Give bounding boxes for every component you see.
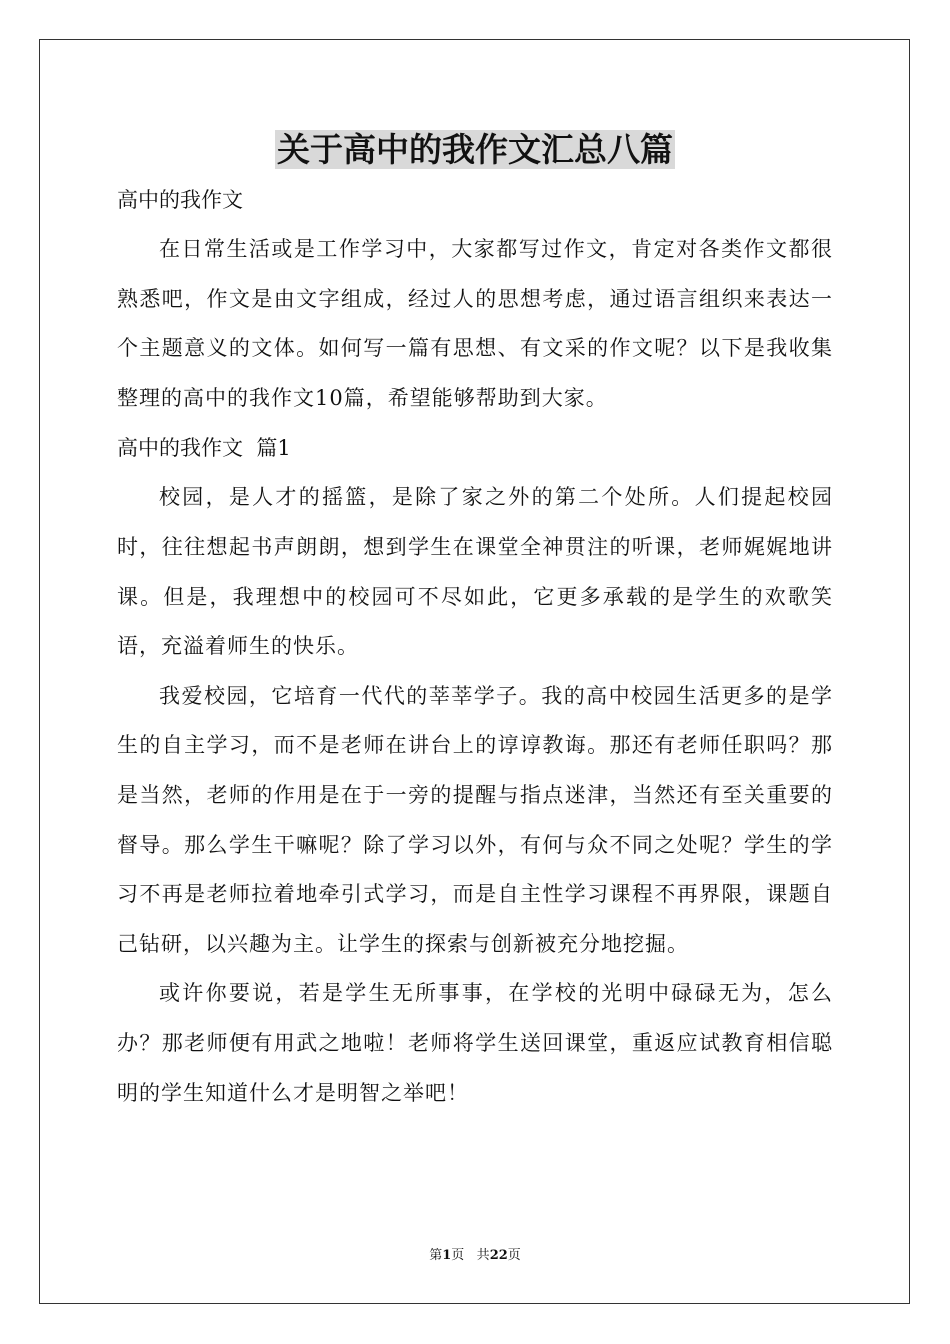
page-suffix: 页	[451, 1248, 465, 1263]
section-heading: 高中的我作文 篇1	[117, 436, 291, 461]
total-pages: 22	[489, 1248, 508, 1263]
title-text: 关于高中的我作文汇总八篇	[277, 130, 673, 169]
intro-paragraph: 在日常生活或是工作学习中，大家都写过作文，肯定对各类作文都很熟悉吧，作文是由文字组成，经过人的思想考虑，通过语言组织来表达一个主题意义的文体。如何写一篇有思想、有文采的作文呢？以下是我收集整理的高中的我作文10篇，希望能够帮助到大家。	[117, 237, 833, 410]
document-title	[0, 127, 950, 173]
document-body	[117, 175, 833, 1118]
page-number: 1	[442, 1248, 452, 1263]
body-paragraph: 校园，是人才的摇篮，是除了家之外的第二个处所。人们提起校园时，往往想起书声朗朗，想到学生在课堂全神贯注的听课，老师娓娓地讲课。但是，我理想中的校园可不尽如此，它更多承载的是学生的欢歌笑语，充溢着师生的快乐。	[117, 485, 833, 659]
section-heading: 高中的我作文	[117, 188, 243, 212]
total-suffix: 页	[507, 1248, 521, 1263]
body-paragraph: 我爱校园，它培育一代代的莘莘学子。我的高中校园生活更多的是学生的自主学习，而不是老师在讲台上的谆谆教诲。那还有老师任职吗？那是当然，老师的作用是在于一旁的提醒与指点迷津，当然还有至关重要的督导。那么学生干嘛呢？除了学习以外，有何与众不同之处呢？学生的学习不再是老师拉着地牵引式学习，而是自主性学习课程不再界限，课题自己钻研，以兴趣为主。让学生的探索与创新被充分地挖掘。	[117, 683, 833, 956]
page-footer	[0, 1247, 950, 1265]
page-prefix: 第	[429, 1248, 443, 1263]
total-prefix: 共	[476, 1248, 490, 1263]
body-paragraph: 或许你要说，若是学生无所事事，在学校的光明中碌碌无为，怎么办？那老师便有用武之地啦！老师将学生送回课堂，重返应试教育相信聪明的学生知道什么才是明智之举吧！	[117, 981, 833, 1105]
